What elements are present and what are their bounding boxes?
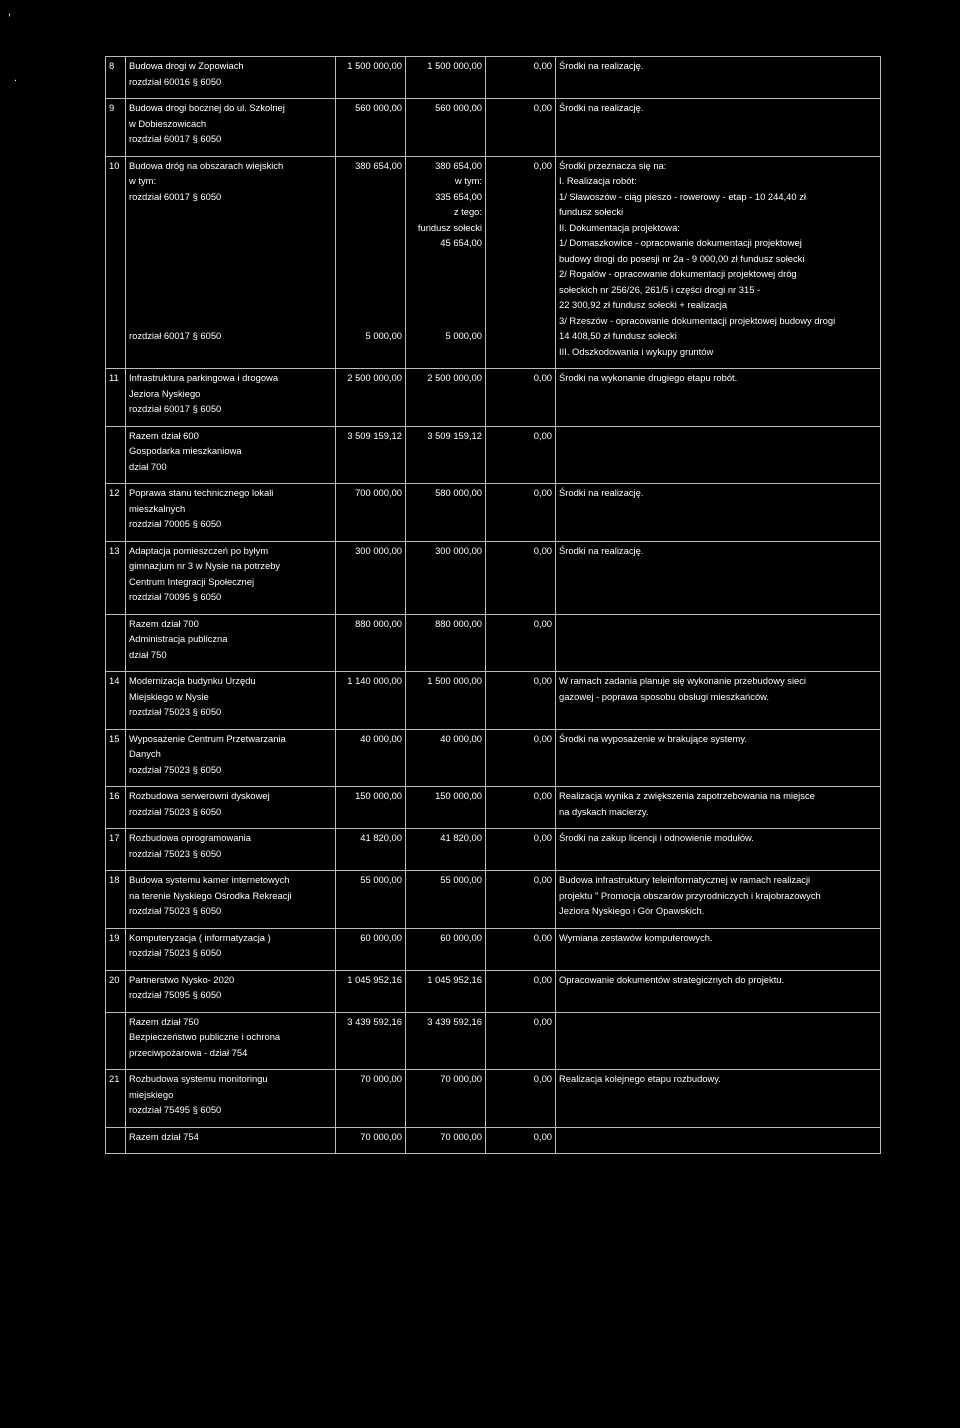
- description-line: projektu " Promocja obszarów przyrodniczych i krajobrazowych: [559, 889, 821, 901]
- table-row: [106, 829, 881, 871]
- task-name: [126, 156, 336, 369]
- description-line: Środki przeznacza się na:: [559, 159, 667, 171]
- plan-amount: [336, 1127, 406, 1154]
- task-name: [126, 1127, 336, 1154]
- task-name-line: rozdział 60017 § 6050: [129, 403, 222, 414]
- percent-value-line: 0,00: [533, 874, 552, 885]
- task-name-line: Razem dział 750: [129, 1015, 199, 1027]
- task-name-line: przeciwpożarowa - dział 754: [129, 1046, 248, 1058]
- percent-value-line: 0,00: [533, 675, 552, 686]
- description: [556, 1012, 881, 1070]
- plan-amount: [336, 1012, 406, 1070]
- task-name-line: rozdział 75023 § 6050: [129, 805, 222, 817]
- task-name-line: Rozbudowa oprogramowania: [129, 832, 251, 843]
- plan-amount: [336, 1070, 406, 1128]
- table-row: [106, 156, 881, 369]
- execution-amount-line: 70 000,00: [440, 1130, 482, 1142]
- description-line: 3/ Rzeszów - opracowanie dokumentacji projektowej budowy drogi: [559, 314, 836, 326]
- table-row: [106, 369, 881, 427]
- plan-amount: [336, 672, 406, 730]
- plan-amount-line: 55 000,00: [360, 874, 402, 885]
- plan-amount-line: 150 000,00: [355, 790, 402, 801]
- plan-amount: [336, 729, 406, 787]
- description: [556, 426, 881, 484]
- row-number: 20: [106, 970, 126, 1012]
- percent-value-line: 0,00: [533, 429, 552, 441]
- task-name-line: Budowa dróg na obszarach wiejskich: [129, 159, 284, 171]
- percent-value: [486, 672, 556, 730]
- execution-amount-line: 150 000,00: [435, 790, 482, 801]
- percent-value-line: 0,00: [533, 544, 552, 556]
- description-line: 1/ Sławoszów - ciąg pieszo - rowerowy - etap - 10 244,40 zł: [559, 190, 806, 202]
- plan-amount: [336, 156, 406, 369]
- table-row: [106, 871, 881, 929]
- execution-amount-line: 1 500 000,00: [427, 675, 482, 686]
- description-line: Środki na wykonanie drugiego etapu robót.: [559, 372, 738, 383]
- task-name-line: Danych: [129, 748, 161, 759]
- plan-amount-line: [339, 313, 402, 329]
- execution-amount-line: 41 820,00: [440, 832, 482, 843]
- row-number: 10: [106, 156, 126, 369]
- percent-value: [486, 156, 556, 369]
- task-name: [126, 99, 336, 157]
- percent-value-line: 0,00: [533, 931, 552, 943]
- task-name-line: [129, 204, 332, 220]
- percent-value: [486, 99, 556, 157]
- percent-value-line: 0,00: [533, 832, 552, 843]
- description-line: 22 300,92 zł fundusz sołecki + realizacja: [559, 299, 728, 310]
- execution-amount-line: [409, 313, 482, 329]
- execution-amount-line: 880 000,00: [435, 617, 482, 629]
- task-name-line: Centrum Integracji Społecznej: [129, 575, 255, 587]
- task-name-line: na terenie Nyskiego Ośrodka Rekreacji: [129, 889, 292, 901]
- task-name-line: [129, 266, 332, 282]
- description-line: na dyskach macierzy.: [559, 805, 649, 817]
- table-row: [106, 99, 881, 157]
- percent-value-line: 0,00: [533, 60, 552, 71]
- investment-table: [105, 56, 881, 1154]
- description: [556, 928, 881, 970]
- execution-amount: [406, 829, 486, 871]
- description-line: gazowej - poprawa sposobu obsługi mieszkańców.: [559, 690, 770, 702]
- description-line: Środki na zakup licencji i odnowienie modułów.: [559, 832, 754, 843]
- row-number: 8: [106, 57, 126, 99]
- task-name-line: Administracja publiczna: [129, 633, 228, 644]
- task-name: [126, 928, 336, 970]
- description: [556, 57, 881, 99]
- task-name-line: rozdział 75023 § 6050: [129, 905, 222, 916]
- task-name-line: Adaptacja pomieszczeń po byłym: [129, 544, 269, 556]
- summary-row: [106, 1127, 881, 1154]
- task-name: [126, 614, 336, 672]
- task-name: [126, 829, 336, 871]
- plan-amount-line: [339, 297, 402, 313]
- description: [556, 871, 881, 929]
- plan-amount-line: [339, 220, 402, 236]
- execution-amount-line: 335 654,00: [435, 190, 482, 202]
- plan-amount: [336, 970, 406, 1012]
- description-line: Wymiana zestawów komputerowych.: [559, 931, 713, 943]
- description-line: III. Odszkodowania i wykupy gruntów: [559, 345, 714, 357]
- plan-amount-line: [339, 266, 402, 282]
- task-name-line: [129, 282, 332, 298]
- task-name: [126, 729, 336, 787]
- execution-amount: [406, 369, 486, 427]
- percent-value-line: 0,00: [533, 790, 552, 801]
- execution-amount-line: 2 500 000,00: [427, 372, 482, 383]
- task-name-line: Miejskiego w Nysie: [129, 690, 209, 702]
- percent-value: [486, 426, 556, 484]
- task-name-line: [129, 251, 332, 267]
- plan-amount-line: 3 439 592,16: [347, 1015, 402, 1027]
- plan-amount-line: 1 045 952,16: [347, 973, 402, 985]
- task-name: [126, 1012, 336, 1070]
- execution-amount: [406, 614, 486, 672]
- execution-amount-line: fundusz sołecki: [417, 221, 482, 233]
- plan-amount-line: [339, 204, 402, 220]
- plan-amount-line: 3 509 159,12: [347, 429, 402, 441]
- task-name-line: Modernizacja budynku Urzędu: [129, 675, 256, 686]
- row-number: [106, 1127, 126, 1154]
- task-name-line: Rozbudowa systemu monitoringu: [129, 1073, 268, 1084]
- percent-value: [486, 1127, 556, 1154]
- task-name-line: rozdział 75023 § 6050: [129, 847, 222, 859]
- scan-speck: ,: [8, 6, 12, 18]
- task-name-line: mieszkalnych: [129, 502, 186, 514]
- row-number: 14: [106, 672, 126, 730]
- table-row: [106, 672, 881, 730]
- execution-amount-line: 5 000,00: [445, 330, 482, 341]
- description-line: 14 408,50 zł fundusz sołecki: [559, 330, 677, 341]
- description-line: fundusz sołecki: [559, 206, 624, 217]
- row-number: 17: [106, 829, 126, 871]
- description: [556, 1127, 881, 1154]
- plan-amount: [336, 614, 406, 672]
- task-name-line: [129, 220, 332, 236]
- task-name-line: Partnerstwo Nysko- 2020: [129, 973, 235, 985]
- task-name-line: rozdział 60017 § 6050: [129, 330, 222, 341]
- plan-amount-line: [339, 173, 402, 189]
- plan-amount-line: [339, 235, 402, 251]
- task-name-line: Infrastruktura parkingowa i drogowa: [129, 372, 279, 383]
- row-number: 16: [106, 787, 126, 829]
- percent-value: [486, 57, 556, 99]
- description: [556, 541, 881, 614]
- summary-row: [106, 1012, 881, 1070]
- description: [556, 369, 881, 427]
- task-name-line: rozdział 75023 § 6050: [129, 706, 222, 717]
- execution-amount-line: 3 439 592,16: [427, 1015, 482, 1027]
- description: [556, 484, 881, 542]
- description-line: Realizacja kolejnego etapu rozbudowy.: [559, 1073, 721, 1084]
- task-name: [126, 787, 336, 829]
- table-row: [106, 484, 881, 542]
- execution-amount-line: 3 509 159,12: [427, 429, 482, 441]
- percent-value: [486, 614, 556, 672]
- execution-amount-line: 1 500 000,00: [427, 60, 482, 71]
- percent-value-line: 0,00: [533, 102, 552, 113]
- task-name-line: rozdział 75495 § 6050: [129, 1104, 222, 1115]
- task-name-line: w Dobieszowicach: [129, 117, 207, 129]
- task-name-line: rozdział 60017 § 6050: [129, 190, 222, 202]
- plan-amount-line: 70 000,00: [360, 1073, 402, 1084]
- table-row: [106, 57, 881, 99]
- percent-value: [486, 829, 556, 871]
- description-line: Środki na realizację.: [559, 487, 644, 498]
- percent-value-line: 0,00: [533, 159, 552, 171]
- plan-amount-line: [339, 251, 402, 267]
- execution-amount-line: 40 000,00: [440, 732, 482, 744]
- task-name-line: gimnazjum nr 3 w Nysie na potrzeby: [129, 560, 281, 571]
- row-number: 11: [106, 369, 126, 427]
- task-name: [126, 484, 336, 542]
- execution-amount-line: [409, 282, 482, 298]
- percent-value-line: 0,00: [533, 372, 552, 383]
- percent-value: [486, 1070, 556, 1128]
- description-line: I. Realizacja robót:: [559, 175, 637, 186]
- description-line: Środki na wyposażenie w brakujące systemy.: [559, 732, 747, 744]
- table-row: [106, 928, 881, 970]
- plan-amount: [336, 829, 406, 871]
- plan-amount-line: 1 140 000,00: [347, 675, 402, 686]
- task-name-line: Razem dział 754: [129, 1130, 199, 1142]
- table-row: [106, 1070, 881, 1128]
- task-name-line: Budowa drogi w Zopowiach: [129, 60, 244, 71]
- task-name: [126, 1070, 336, 1128]
- task-name-line: rozdział 70005 § 6050: [129, 518, 222, 529]
- plan-amount: [336, 787, 406, 829]
- percent-value: [486, 970, 556, 1012]
- task-name-line: dział 700: [129, 460, 167, 472]
- task-name-line: rozdział 75095 § 6050: [129, 989, 222, 1000]
- description: [556, 970, 881, 1012]
- plan-amount-line: 300 000,00: [355, 544, 402, 556]
- description: [556, 614, 881, 672]
- plan-amount-line: 5 000,00: [365, 330, 402, 341]
- execution-amount-line: 45 654,00: [440, 237, 482, 248]
- description-line: Jeziora Nyskiego i Gór Opawskich.: [559, 905, 705, 916]
- task-name-line: Razem dział 600: [129, 429, 199, 441]
- description-line: Środki na realizację.: [559, 544, 644, 556]
- plan-amount-line: 40 000,00: [360, 732, 402, 744]
- task-name: [126, 57, 336, 99]
- execution-amount: [406, 484, 486, 542]
- plan-amount: [336, 426, 406, 484]
- description-line: Opracowanie dokumentów strategicznych do projektu.: [559, 973, 785, 985]
- summary-row: [106, 426, 881, 484]
- task-name-line: dział 750: [129, 648, 167, 660]
- task-name: [126, 672, 336, 730]
- execution-amount: [406, 729, 486, 787]
- plan-amount: [336, 871, 406, 929]
- description-line: 2/ Rogalów - opracowanie dokumentacji projektowej dróg: [559, 268, 797, 279]
- plan-amount-line: 2 500 000,00: [347, 372, 402, 383]
- table-row: [106, 787, 881, 829]
- task-name-line: rozdział 70095 § 6050: [129, 591, 222, 602]
- description-line: budowy drogi do posesji nr 2a - 9 000,00 zł fundusz sołecki: [559, 252, 805, 264]
- execution-amount-line: 55 000,00: [440, 874, 482, 885]
- plan-amount-line: 380 654,00: [355, 159, 402, 171]
- percent-value-line: 0,00: [533, 973, 552, 985]
- task-name: [126, 541, 336, 614]
- percent-value-line: 0,00: [533, 617, 552, 629]
- scan-speck: .: [14, 72, 18, 84]
- execution-amount: [406, 871, 486, 929]
- plan-amount: [336, 484, 406, 542]
- description-line: sołeckich nr 256/26, 261/5 i części drogi nr 315 -: [559, 283, 761, 295]
- description: [556, 672, 881, 730]
- task-name-line: Bezpieczeństwo publiczne i ochrona: [129, 1031, 281, 1042]
- description: [556, 99, 881, 157]
- percent-value: [486, 369, 556, 427]
- table-row: [106, 729, 881, 787]
- percent-value: [486, 1012, 556, 1070]
- task-name-line: rozdział 75023 § 6050: [129, 763, 222, 775]
- row-number: 21: [106, 1070, 126, 1128]
- task-name-line: [129, 235, 332, 251]
- execution-amount: [406, 672, 486, 730]
- execution-amount: [406, 156, 486, 369]
- task-name-line: Razem dział 700: [129, 617, 199, 629]
- table-body: [106, 57, 881, 1154]
- percent-value-line: 0,00: [533, 487, 552, 498]
- task-name: [126, 369, 336, 427]
- row-number: [106, 426, 126, 484]
- description-line: Środki na realizację.: [559, 60, 644, 71]
- percent-value: [486, 541, 556, 614]
- execution-amount: [406, 1012, 486, 1070]
- description: [556, 156, 881, 369]
- execution-amount: [406, 928, 486, 970]
- task-name-line: Komputeryzacja ( informatyzacja ): [129, 931, 271, 943]
- description-line: Realizacja wynika z zwiększenia zapotrzebowania na miejsce: [559, 790, 815, 801]
- execution-amount: [406, 1070, 486, 1128]
- plan-amount: [336, 57, 406, 99]
- description: [556, 787, 881, 829]
- execution-amount-line: [409, 266, 482, 282]
- task-name-line: rozdział 60017 § 6050: [129, 133, 222, 144]
- plan-amount-line: [339, 189, 402, 205]
- plan-amount-line: [339, 282, 402, 298]
- description-line: 1/ Domaszkowice - opracowanie dokumentacji projektowej: [559, 237, 802, 248]
- execution-amount-line: 60 000,00: [440, 931, 482, 943]
- execution-amount: [406, 426, 486, 484]
- execution-amount: [406, 541, 486, 614]
- plan-amount-line: 41 820,00: [360, 832, 402, 843]
- task-name-line: w tym:: [129, 175, 157, 186]
- plan-amount-line: 880 000,00: [355, 617, 402, 629]
- execution-amount-line: [409, 251, 482, 267]
- table-row: [106, 970, 881, 1012]
- task-name-line: rozdział 60016 § 6050: [129, 75, 222, 87]
- row-number: 13: [106, 541, 126, 614]
- row-number: 19: [106, 928, 126, 970]
- task-name-line: miejskiego: [129, 1088, 174, 1100]
- plan-amount-line: 1 500 000,00: [347, 60, 402, 71]
- execution-amount: [406, 99, 486, 157]
- plan-amount: [336, 99, 406, 157]
- description-line: Budowa infrastruktury teleinformatycznej w ramach realizacji: [559, 874, 811, 885]
- task-name-line: Gospodarka mieszkaniowa: [129, 445, 242, 456]
- task-name-line: Budowa drogi bocznej do ul. Szkolnej: [129, 102, 285, 113]
- execution-amount-line: 380 654,00: [435, 159, 482, 171]
- execution-amount-line: 560 000,00: [435, 102, 482, 113]
- task-name-line: Budowa systemu kamer internetowych: [129, 874, 290, 885]
- percent-value-line: 0,00: [533, 1130, 552, 1142]
- percent-value: [486, 787, 556, 829]
- row-number: 18: [106, 871, 126, 929]
- task-name-line: Rozbudowa serwerowni dyskowej: [129, 790, 270, 801]
- task-name-line: rozdział 75023 § 6050: [129, 947, 222, 958]
- plan-amount-line: 70 000,00: [360, 1130, 402, 1142]
- execution-amount: [406, 970, 486, 1012]
- execution-amount-line: 300 000,00: [435, 544, 482, 556]
- row-number: [106, 614, 126, 672]
- percent-value: [486, 484, 556, 542]
- plan-amount: [336, 541, 406, 614]
- task-name-line: [129, 313, 332, 329]
- plan-amount: [336, 369, 406, 427]
- execution-amount: [406, 57, 486, 99]
- plan-amount-line: 60 000,00: [360, 931, 402, 943]
- percent-value: [486, 928, 556, 970]
- description: [556, 1070, 881, 1128]
- summary-row: [106, 614, 881, 672]
- percent-value: [486, 871, 556, 929]
- plan-amount-line: 560 000,00: [355, 102, 402, 113]
- execution-amount-line: z tego:: [453, 206, 482, 217]
- percent-value: [486, 729, 556, 787]
- task-name-line: Poprawa stanu technicznego lokali: [129, 487, 274, 498]
- execution-amount-line: 1 045 952,16: [427, 973, 482, 985]
- table-row: [106, 541, 881, 614]
- task-name-line: [129, 297, 332, 313]
- plan-amount-line: 700 000,00: [355, 487, 402, 498]
- task-name: [126, 970, 336, 1012]
- task-name: [126, 426, 336, 484]
- percent-value-line: 0,00: [533, 1073, 552, 1084]
- description-line: II. Dokumentacja projektowa:: [559, 221, 680, 233]
- row-number: 15: [106, 729, 126, 787]
- execution-amount-line: w tym:: [454, 175, 482, 186]
- description: [556, 829, 881, 871]
- percent-value-line: 0,00: [533, 732, 552, 744]
- task-name: [126, 871, 336, 929]
- execution-amount-line: 70 000,00: [440, 1073, 482, 1084]
- percent-value-line: 0,00: [533, 1015, 552, 1027]
- execution-amount: [406, 1127, 486, 1154]
- description: [556, 729, 881, 787]
- row-number: [106, 1012, 126, 1070]
- task-name-line: Jeziora Nyskiego: [129, 387, 201, 399]
- row-number: 12: [106, 484, 126, 542]
- description-line: W ramach zadania planuje się wykonanie przebudowy sieci: [559, 675, 807, 686]
- description-line: Środki na realizację.: [559, 102, 644, 113]
- execution-amount-line: 580 000,00: [435, 487, 482, 498]
- execution-amount: [406, 787, 486, 829]
- execution-amount-line: [409, 297, 482, 313]
- task-name-line: Wyposażenie Centrum Przetwarzania: [129, 732, 286, 744]
- plan-amount: [336, 928, 406, 970]
- row-number: 9: [106, 99, 126, 157]
